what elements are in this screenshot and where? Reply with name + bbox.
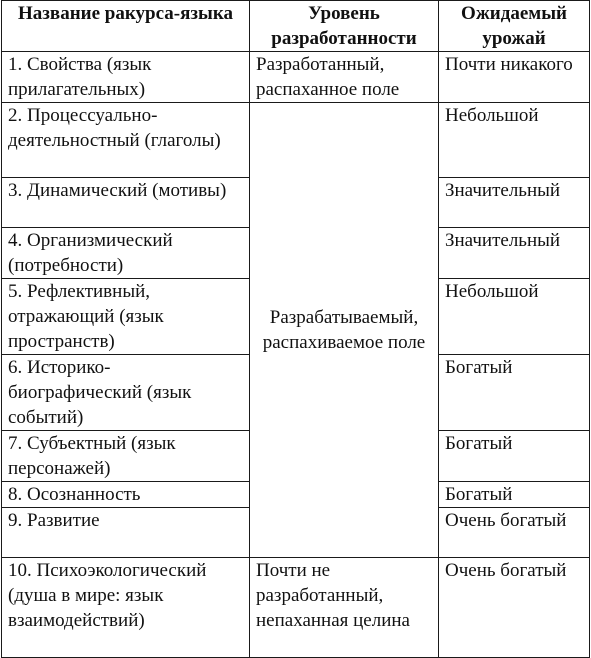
header-harvest: Ожидаемый урожай [439, 1, 590, 52]
table-row [2, 558, 590, 658]
perspective-languages-table [1, 0, 590, 658]
header-name: Название ракурса-языка [2, 1, 250, 52]
row-10-harvest: Очень богатый [439, 558, 590, 658]
row-7-harvest: Богатый [439, 431, 590, 482]
row-6-name: 6. Историко-биографический (язык событий) [2, 355, 250, 431]
row-6-harvest: Богатый [439, 355, 590, 431]
row-8-name: 8. Осознанность [2, 482, 250, 508]
row-9-harvest: Очень богатый [439, 508, 590, 558]
row-1-harvest: Почти никакого [439, 52, 590, 103]
header-level: Уровень разработанности [250, 1, 439, 52]
table-row [2, 103, 590, 178]
row-1-level: Разработанный, распаханное поле [250, 52, 439, 103]
row-8-harvest: Богатый [439, 482, 590, 508]
table-row [2, 52, 590, 103]
row-2-harvest: Небольшой [439, 103, 590, 178]
row-3-name: 3. Динамический (мотивы) [2, 178, 250, 228]
row-4-harvest: Значительный [439, 228, 590, 279]
row-10-name: 10. Психоэкологический (душа в мире: язык взаимодействий) [2, 558, 250, 658]
row-7-name: 7. Субъектный (язык персонажей) [2, 431, 250, 482]
row-4-name: 4. Организмический (потребности) [2, 228, 250, 279]
header-row [2, 1, 590, 52]
row-10-level: Почти не разработанный, непаханная целина [250, 558, 439, 658]
row-9-name: 9. Развитие [2, 508, 250, 558]
row-1-name: 1. Свойства (язык прилагательных) [2, 52, 250, 103]
merged-level-cell: Разрабатываемый, распахиваемое поле [250, 103, 439, 558]
row-5-name: 5. Рефлективный, отражающий (язык пространств) [2, 279, 250, 355]
row-3-harvest: Значительный [439, 178, 590, 228]
row-2-name: 2. Процессуально-деятельностный (глаголы) [2, 103, 250, 178]
row-5-harvest: Небольшой [439, 279, 590, 355]
